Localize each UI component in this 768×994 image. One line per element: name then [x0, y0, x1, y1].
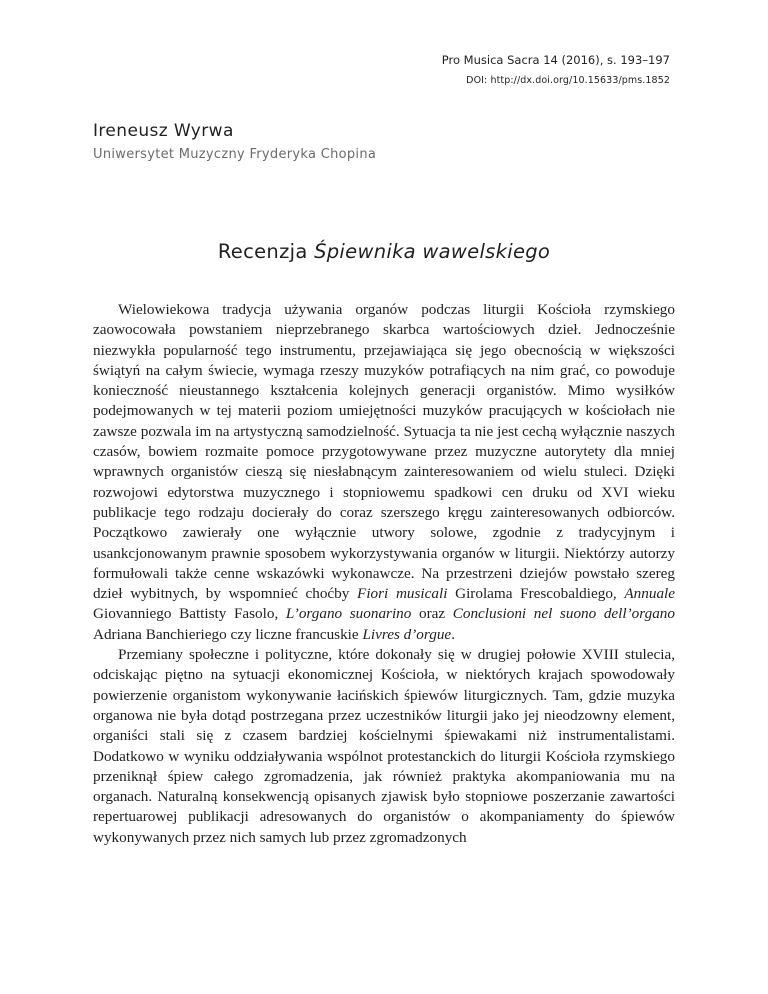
p1-work-title-3: L’organo suonarino: [285, 605, 412, 623]
p1-text-4: oraz: [411, 605, 453, 623]
paragraph-1: [93, 300, 675, 645]
journal-header: [442, 52, 670, 88]
paragraph-2: Przemiany społeczne i polityczne, które dokonały się w drugiej połowie XVIII stulecia, odciskając piętno na sytuacji ekonomicznej Kościoła, w niektórych krajach spowodowały powierzenie organistom wykonywanie łacińskich śpiewów liturgicznych. Tam, gdzie muzyka organowa nie była dotąd postrzegana przez uczestników liturgii jako jej nieodzowny element, organiści stali się z czasem bardziej kościelnymi śpiewakami niż instrumentalistami. Dodatkowo w wyniku oddziaływania wspólnot protestanckich do liturgii Kościoła rzymskiego przeniknął śpiew całego zgromadzenia, jak również praktyka akompaniowania mu na organach. Naturalną konsekwencją opisanych zjawisk było stopniowe poszerzanie zawartości repertuarowej publikacji adresowanych do organistów o akompaniamenty do śpiewów wykonywanych przez nich samych lub przez zgromadzonych: [93, 646, 675, 846]
author-block: [93, 120, 376, 164]
title-prefix: Recenzja: [217, 240, 308, 263]
article-body: [93, 300, 675, 848]
p1-text-6: .: [451, 625, 455, 643]
p1-text-3: Giovanniego Battisty Fasolo,: [93, 605, 286, 623]
p1-work-title-2: Annuale: [624, 585, 676, 603]
author-name: Ireneusz Wyrwa: [93, 121, 234, 141]
p1-text-2: Girolama Frescobaldiego,: [447, 585, 625, 603]
p1-work-title-4: Conclusioni nel suono dell’organo: [452, 605, 675, 623]
p1-work-title-1: Fiori musicali: [357, 585, 448, 603]
p1-text-5: Adriana Banchieriego czy liczne francuskie: [93, 625, 363, 643]
journal-citation: Pro Musica Sacra 14 (2016), s. 193–197: [441, 53, 670, 67]
author-affiliation: Uniwersytet Muzyczny Fryderyka Chopina: [93, 147, 377, 162]
article-title: [0, 240, 768, 263]
p1-text-1: Wielowiekowa tradycja używania organów podczas liturgii Kościoła rzymskiego zaowocowała powstaniem nieprzebranego skarbca wartościowych dzieł. Jednocześnie niezwykła popularność tego instrumentu, przejawiająca się jego obecnością w większości świątyń na całym świecie, wymaga rzeszy muzyków potrafiących na nim grać, co powoduje konieczność nieustannego kształcenia kolejnych generacji organistów. Mimo wysiłków podejmowanych w tej materii poziom umiejętności muzyków pracujących w kościołach nie zawsze pozwala im na artystyczną samodzielność. Sytuacja ta nie jest cechą wyłącznie naszych czasów, bowiem rozmaite pomoce przygotowywane przez muzyczne autorytety dla mniej wprawnych organistów cieszą się niesłabnącym zainteresowaniem od wielu stuleci. Dzięki rozwojowi edytorstwa muzycznego i stopniowemu spadkowi cen druku od XVI wieku publikacje tego rodzaju docierały do coraz szerszego kręgu zainteresowanych odbiorców. Początkowo zawierały one wyłącznie utwory solowe, zgodnie z tradycyjnym i usankcjonowanym prawnie sposobem wykorzystywania organów w liturgii. Niektórzy autorzy formułowali także cenne wskazówki wykonawcze. Na przestrzeni dziejów powstało szereg dzieł wybitnych, by wspomnieć choćby: [93, 301, 675, 603]
doi-link[interactable]: DOI: http://dx.doi.org/10.15633/pms.1852: [466, 75, 670, 86]
title-italic: Śpiewnika wawelskiego: [314, 240, 551, 263]
p1-work-title-5: Livres d’orgue: [362, 625, 452, 643]
